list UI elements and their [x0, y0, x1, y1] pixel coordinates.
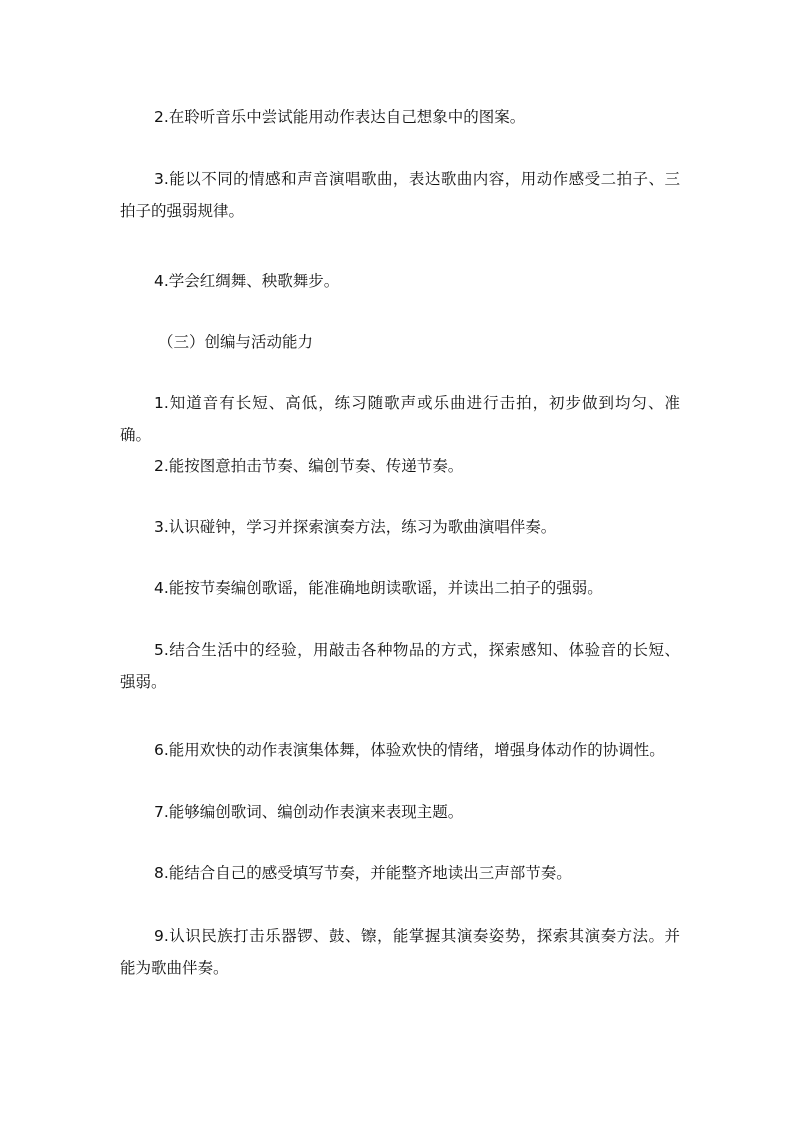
paragraph-5-life-experience: 5.结合生活中的经验，用敲击各种物品的方式，探索感知、体验音的长短、强弱。 [120, 641, 680, 691]
paragraph-2-imagination: 2.在聆听音乐中尝试能用动作表达自己想象中的图案。 [154, 108, 526, 126]
paragraph-2-rhythm-creation: 2.能按图意拍击节奏、编创节奏、传递节奏。 [154, 457, 464, 475]
paragraph-1-rhythm-beat: 1.知道音有长短、高低，练习随歌声或乐曲进行击拍，初步做到均匀、准确。 [120, 394, 680, 444]
paragraph-8-three-part-rhythm: 8.能结合自己的感受填写节奏，并能整齐地读出三声部节奏。 [154, 864, 572, 882]
paragraph-4-ballad: 4.能按节奏编创歌谣，能准确地朗读歌谣，并读出二拍子的强弱。 [154, 579, 603, 597]
paragraph-7-lyrics-creation: 7.能够编创歌词、编创动作表演来表现主题。 [154, 803, 464, 821]
paragraph-9-percussion: 9.认识民族打击乐器锣、鼓、镲，能掌握其演奏姿势，探索其演奏方法。并能为歌曲伴奏。 [120, 927, 680, 977]
paragraph-4-dance-steps: 4.学会红绸舞、秧歌舞步。 [154, 272, 340, 290]
section-heading-creation: （三）创编与活动能力 [158, 333, 314, 351]
paragraph-3-bell-instrument: 3.认识碰钟，学习并探索演奏方法，练习为歌曲演唱伴奏。 [154, 518, 557, 536]
paragraph-6-group-dance: 6.能用欢快的动作表演集体舞，体验欢快的情绪，增强身体动作的协调性。 [154, 741, 665, 759]
paragraph-3-singing-emotion: 3.能以不同的情感和声音演唱歌曲，表达歌曲内容，用动作感受二拍子、三拍子的强弱规律。 [120, 170, 680, 220]
